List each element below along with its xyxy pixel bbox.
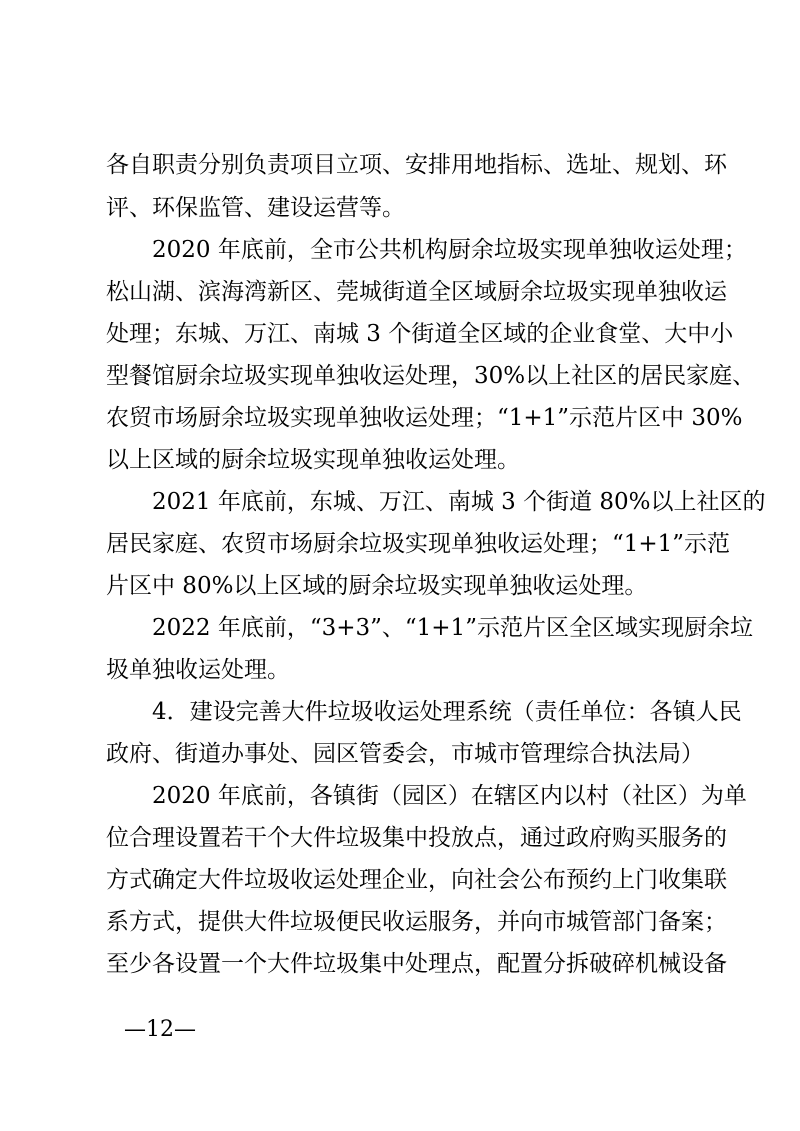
text-line: 方式确定大件垃圾收运处理企业，向社会公布预约上门收集联	[106, 867, 727, 893]
text-line: 以上区域的厨余垃圾实现单独收运处理。	[106, 447, 520, 473]
text-line: 松山湖、滨海湾新区、莞城街道全区域厨余垃圾实现单独收运	[106, 279, 727, 305]
text-line: 型餐馆厨余垃圾实现单独收运处理，30%以上社区的居民家庭、	[106, 363, 756, 389]
section-heading-continuation: 政府、街道办事处、园区管委会，市城市管理综合执法局）	[106, 741, 704, 767]
page-number: —12—	[124, 1017, 196, 1042]
text-line: 圾单独收运处理。	[106, 657, 290, 683]
text-line: 至少各设置一个大件垃圾集中处理点，配置分拆破碎机械设备	[106, 951, 727, 977]
paragraph-first-line: 2020 年底前，各镇街（园区）在辖区内以村（社区）为单	[152, 783, 747, 809]
text-line: 评、环保监管、建设运营等。	[106, 195, 405, 221]
text-line: 各自职责分别负责项目立项、安排用地指标、选址、规划、环	[106, 152, 727, 178]
text-line: 位合理设置若干个大件垃圾集中投放点，通过政府购买服务的	[106, 825, 727, 851]
text-line: 居民家庭、农贸市场厨余垃圾实现单独收运处理；“1+1”示范	[106, 531, 731, 557]
section-heading: 4．建设完善大件垃圾收运处理系统（责任单位：各镇人民	[152, 699, 742, 725]
paragraph-first-line: 2020 年底前，全市公共机构厨余垃圾实现单独收运处理；	[152, 237, 747, 263]
text-line: 系方式，提供大件垃圾便民收运服务，并向市城管部门备案；	[106, 909, 727, 935]
paragraph-first-line: 2022 年底前，“3+3”、“1+1”示范片区全区域实现厨余垃	[152, 615, 753, 641]
text-line: 农贸市场厨余垃圾实现单独收运处理；“1+1”示范片区中 30%	[106, 405, 743, 431]
paragraph-first-line: 2021 年底前，东城、万江、南城 3 个街道 80%以上社区的	[152, 489, 766, 515]
text-line: 片区中 80%以上区域的厨余垃圾实现单独收运处理。	[106, 573, 648, 599]
text-line: 处理；东城、万江、南城 3 个街道全区域的企业食堂、大中小	[106, 321, 734, 347]
